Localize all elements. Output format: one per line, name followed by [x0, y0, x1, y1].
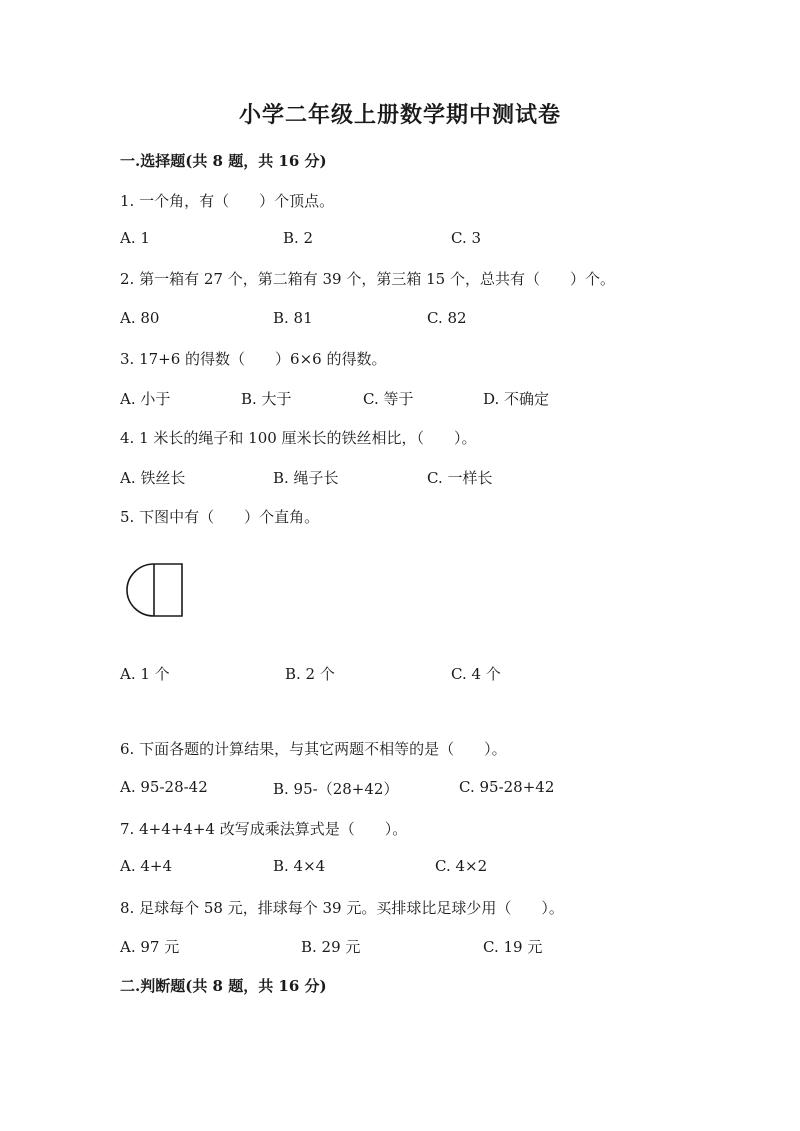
question-3: 3. 17+6 的得数（ ）6×6 的得数。: [120, 350, 387, 368]
question-5-option-a: A. 1 个: [120, 665, 170, 683]
question-7-option-a: A. 4+4: [120, 857, 173, 875]
question-1-option-b: B. 2: [283, 229, 314, 247]
question-2-option-c: C. 82: [427, 309, 467, 327]
question-4: 4. 1 米长的绳子和 100 厘米长的铁丝相比，（ ）。: [120, 429, 477, 447]
question-5: 5. 下图中有（ ）个直角。: [120, 508, 320, 526]
question-6-option-b: B. 95-（28+42）: [273, 780, 399, 798]
question-7-option-b: B. 4×4: [273, 857, 326, 875]
question-7: 7. 4+4+4+4 改写成乘法算式是（ ）。: [120, 820, 408, 838]
question-2-option-a: A. 80: [120, 309, 160, 327]
question-6: 6. 下面各题的计算结果，与其它两题不相等的是（ ）。: [120, 740, 507, 758]
question-8-option-a: A. 97 元: [120, 938, 180, 956]
question-8-option-b: B. 29 元: [301, 938, 361, 956]
question-5-option-c: C. 4 个: [451, 665, 501, 683]
semicircle-rectangle-figure: [124, 562, 186, 618]
question-1-option-a: A. 1: [120, 229, 150, 247]
question-3-option-d: D. 不确定: [483, 390, 550, 408]
question-3-option-c: C. 等于: [363, 390, 414, 408]
question-5-option-b: B. 2 个: [285, 665, 335, 683]
question-4-option-c: C. 一样长: [427, 469, 493, 487]
question-7-option-c: C. 4×2: [435, 857, 488, 875]
question-2-option-b: B. 81: [273, 309, 313, 327]
section-heading-choice: 一.选择题(共 8 题，共 16 分): [120, 152, 327, 170]
question-4-option-a: A. 铁丝长: [120, 469, 186, 487]
question-4-option-b: B. 绳子长: [273, 469, 339, 487]
question-3-option-a: A. 小于: [120, 390, 171, 408]
question-6-option-c: C. 95-28+42: [459, 778, 555, 796]
question-6-option-a: A. 95-28-42: [120, 778, 208, 796]
question-1: 1. 一个角，有（ ）个顶点。: [120, 192, 335, 210]
question-8-option-c: C. 19 元: [483, 938, 543, 956]
page-title: 小学二年级上册数学期中测试卷: [238, 102, 561, 128]
question-1-option-c: C. 3: [451, 229, 482, 247]
question-2: 2. 第一箱有 27 个，第二箱有 39 个，第三箱 15 个，总共有（ ）个。: [120, 270, 615, 288]
section-heading-judgement: 二.判断题(共 8 题，共 16 分): [120, 977, 327, 995]
question-8: 8. 足球每个 58 元，排球每个 39 元。买排球比足球少用（ ）。: [120, 899, 564, 917]
question-3-option-b: B. 大于: [241, 390, 292, 408]
